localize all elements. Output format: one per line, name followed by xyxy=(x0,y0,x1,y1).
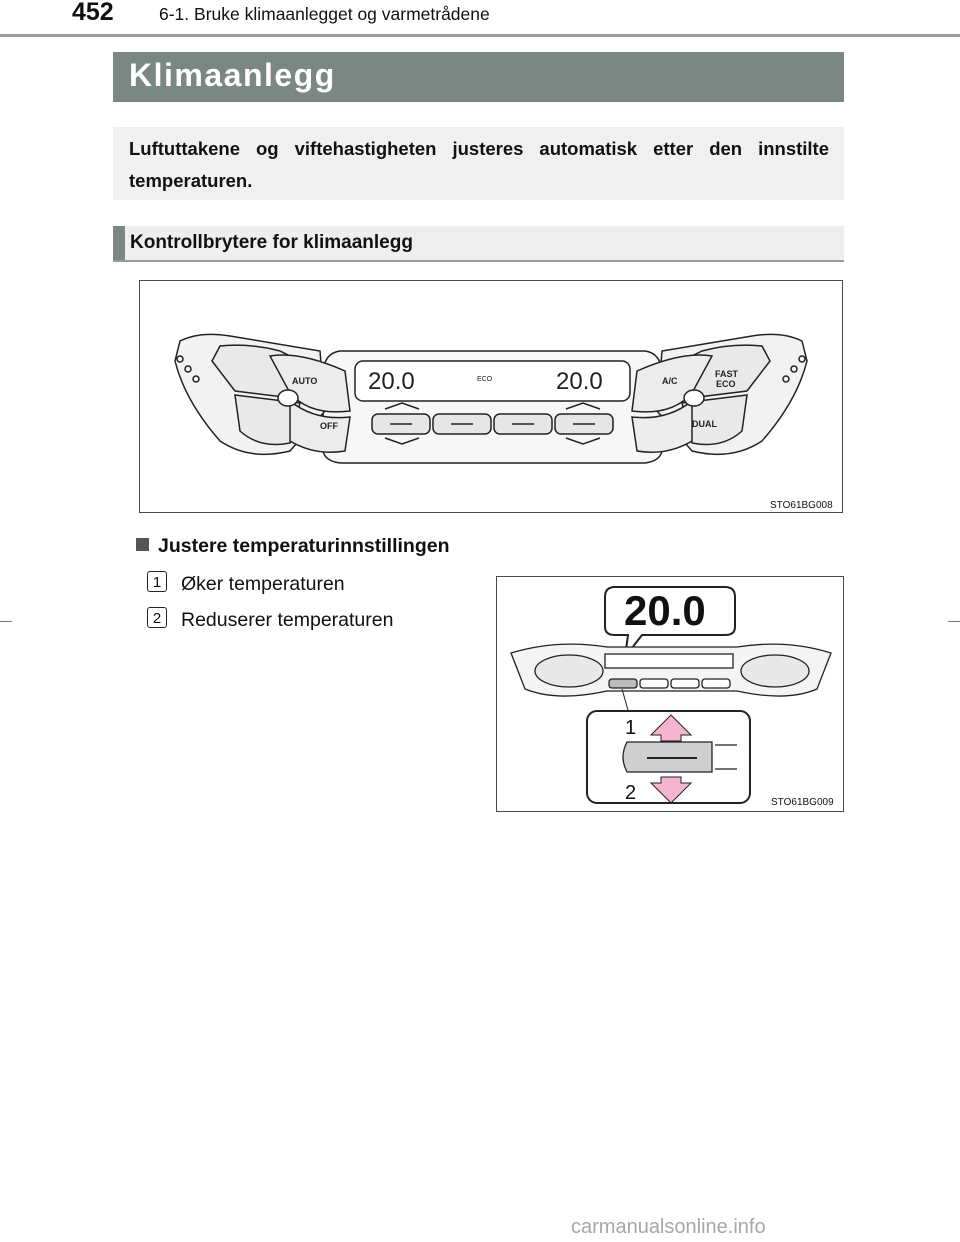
eco-indicator: ECO xyxy=(477,376,493,383)
subsection-header xyxy=(113,226,844,262)
callout-1: 1 xyxy=(625,717,637,739)
item-number-badge: 2 xyxy=(147,607,167,628)
intro-text: Luftuttakene og viftehastigheten justeres automatisk etter den innstilte temperaturen. xyxy=(129,138,829,191)
fast-eco-button[interactable]: FAST xyxy=(715,369,739,379)
callout-2: 2 xyxy=(625,782,637,804)
list-item xyxy=(147,571,345,596)
bullet-heading xyxy=(136,535,449,558)
fan-off-button[interactable]: OFF xyxy=(320,421,338,431)
page-title: Klimaanlegg xyxy=(129,57,336,93)
item-text: Øker temperaturen xyxy=(181,573,345,595)
zoomed-temp-display: 20.0 xyxy=(624,587,706,634)
temperature-switch-figure xyxy=(496,576,844,812)
bullet-heading-text: Justere temperaturinnstillingen xyxy=(158,535,450,557)
temperature-switch-illustration xyxy=(497,577,843,811)
watermark: carmanualsonline.info xyxy=(571,1216,766,1238)
subsection-title: Kontrollbrytere for klimaanlegg xyxy=(130,232,413,253)
climate-panel-illustration xyxy=(140,281,842,512)
crop-mark xyxy=(948,621,960,622)
auto-button[interactable]: AUTO xyxy=(292,376,318,386)
ac-button[interactable]: A/C xyxy=(662,376,678,386)
fast-eco-button-eco[interactable]: ECO xyxy=(716,379,736,389)
dual-button[interactable]: DUAL xyxy=(692,419,717,429)
climate-panel-figure xyxy=(139,280,843,513)
header-rule xyxy=(0,34,960,37)
bullet-square-icon xyxy=(136,538,149,551)
page-number: 452 xyxy=(72,0,114,26)
crop-mark xyxy=(0,621,12,622)
section-header: 6-1. Bruke klimaanlegget og varmetrådene xyxy=(159,4,490,24)
item-text: Reduserer temperaturen xyxy=(181,609,394,631)
figure-code: STO61BG009 xyxy=(771,797,834,808)
intro-box xyxy=(113,127,844,200)
title-bar xyxy=(113,52,844,102)
list-item xyxy=(147,607,393,632)
subsection-marker xyxy=(113,226,125,260)
item-number-badge: 1 xyxy=(147,571,167,592)
left-temp-display: 20.0 xyxy=(368,368,415,395)
right-temp-display: 20.0 xyxy=(556,368,603,395)
figure-code: STO61BG008 xyxy=(770,500,833,511)
